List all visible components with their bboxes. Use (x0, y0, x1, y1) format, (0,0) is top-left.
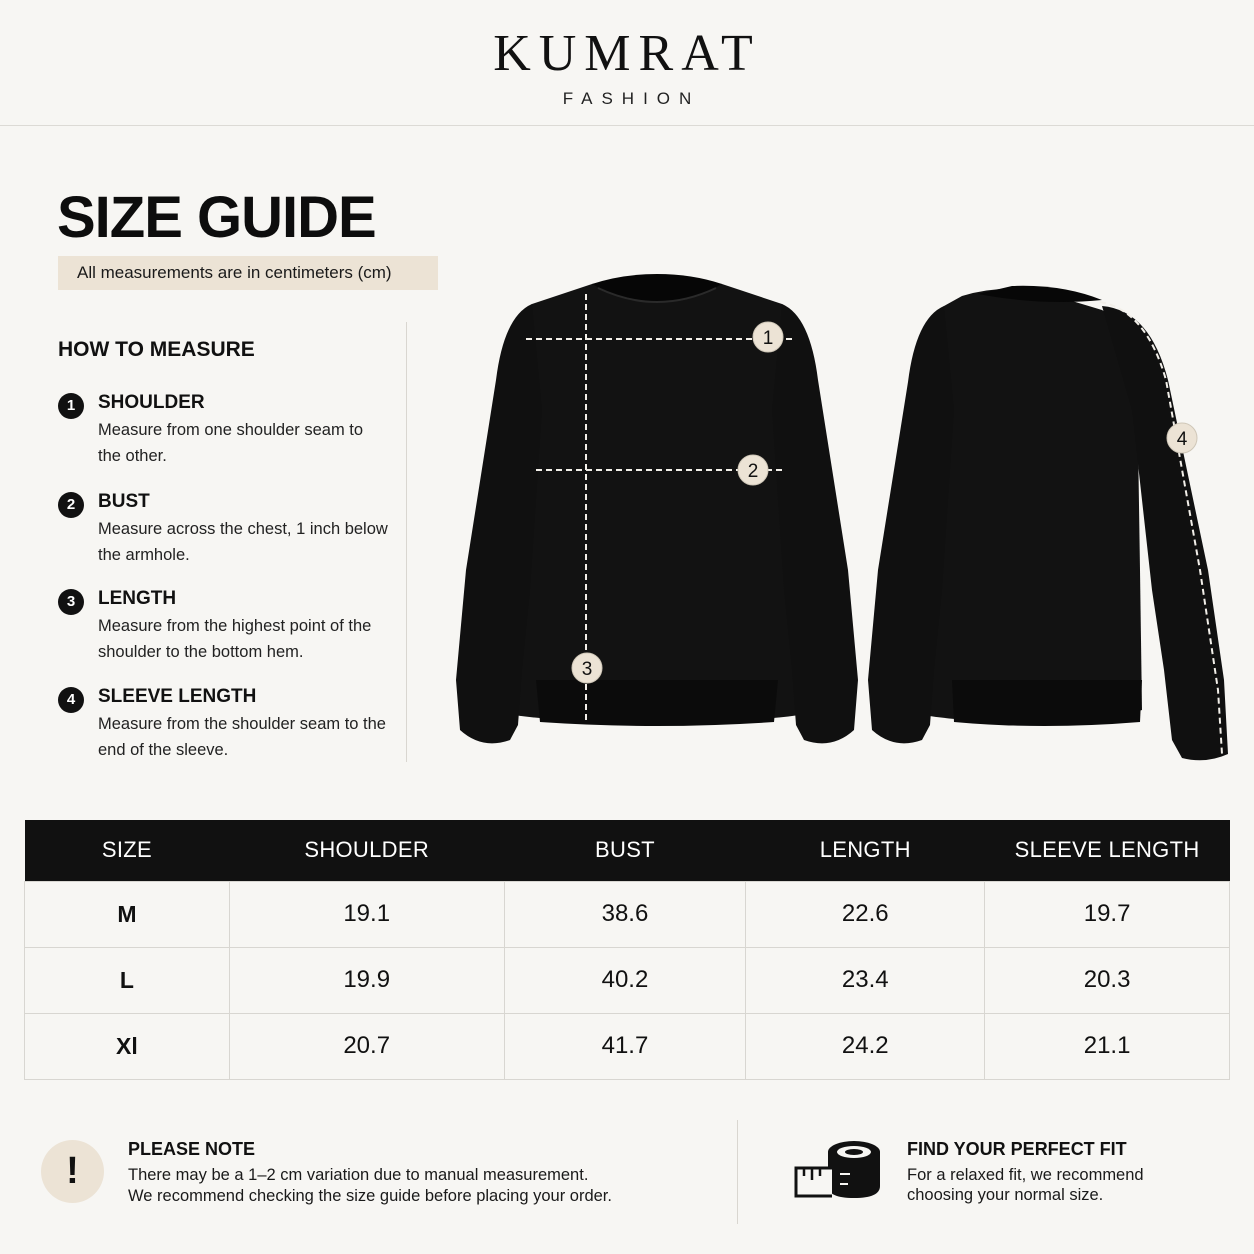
note-line-2: We recommend checking the size guide before placing your order. (128, 1187, 612, 1205)
sleeve-length-cell: 21.1 (985, 1013, 1230, 1079)
step-description: Measure from the highest point of the shoulder to the bottom hem. (98, 617, 372, 661)
step-name: SLEEVE LENGTH (98, 686, 257, 707)
step-number-badge: 2 (58, 492, 84, 518)
badge-3: 3 (581, 659, 593, 680)
note-title: PLEASE NOTE (128, 1139, 256, 1159)
bust-cell: 40.2 (504, 947, 746, 1013)
step-name: SHOULDER (98, 392, 205, 413)
step-number-badge: 1 (58, 393, 84, 419)
brand-subtitle: FASHION (562, 89, 701, 108)
header-shoulder: SHOULDER (229, 820, 504, 881)
fit-title: FIND YOUR PERFECT FIT (907, 1139, 1127, 1159)
section-divider (406, 322, 407, 762)
size-chart (24, 820, 1230, 1080)
sweatshirt-front-illustration (452, 270, 862, 770)
step-description: Measure from the shoulder seam to the end of the sleeve. (98, 715, 386, 759)
size-cell: Xl (25, 1013, 230, 1079)
table-header-row (25, 820, 1230, 881)
page-title: SIZE GUIDE (57, 185, 376, 250)
table-row (25, 947, 1230, 1013)
size-table (24, 820, 1230, 1080)
shoulder-cell: 20.7 (229, 1013, 504, 1079)
badge-2: 2 (747, 461, 759, 482)
step-number-badge: 3 (58, 589, 84, 615)
length-cell: 22.6 (746, 881, 985, 947)
step-description: Measure from one shoulder seam to the other. (98, 421, 364, 465)
badge-4: 4 (1176, 429, 1188, 450)
size-cell: L (25, 947, 230, 1013)
sleeve-length-cell: 20.3 (985, 947, 1230, 1013)
fit-line-1: For a relaxed fit, we recommend (907, 1166, 1144, 1184)
units-note: All measurements are in centimeters (cm) (58, 256, 438, 290)
header-length: LENGTH (746, 820, 985, 881)
footer-divider (737, 1120, 738, 1224)
measuring-tape-icon (792, 1138, 884, 1204)
sweatshirt-front-hem (536, 680, 778, 726)
size-cell: M (25, 881, 230, 947)
table-row (25, 1013, 1230, 1079)
table-row (25, 881, 1230, 947)
sweatshirt-back-hem (952, 680, 1142, 726)
header-size: SIZE (25, 820, 230, 881)
note-line-1: There may be a 1–2 cm variation due to manual measurement. (128, 1166, 589, 1184)
step-number-badge: 4 (58, 687, 84, 713)
header-bust: BUST (504, 820, 746, 881)
sleeve-length-cell: 19.7 (985, 881, 1230, 947)
shoulder-cell: 19.9 (229, 947, 504, 1013)
header-sleeve-length: SLEEVE LENGTH (985, 820, 1230, 881)
brand-header (0, 0, 1254, 126)
exclamation-icon: ! (41, 1140, 104, 1203)
how-to-measure-title: HOW TO MEASURE (58, 338, 255, 361)
bust-cell: 38.6 (504, 881, 746, 947)
step-name: BUST (98, 491, 150, 512)
length-cell: 24.2 (746, 1013, 985, 1079)
fit-line-2: choosing your normal size. (907, 1186, 1104, 1204)
bust-cell: 41.7 (504, 1013, 746, 1079)
step-name: LENGTH (98, 588, 177, 609)
badge-1: 1 (762, 328, 774, 349)
shoulder-cell: 19.1 (229, 881, 504, 947)
length-cell: 23.4 (746, 947, 985, 1013)
step-description: Measure across the chest, 1 inch below the armhole. (98, 520, 388, 564)
brand-logo: KUMRAT (493, 25, 761, 82)
sweatshirt-back-illustration (862, 270, 1238, 770)
